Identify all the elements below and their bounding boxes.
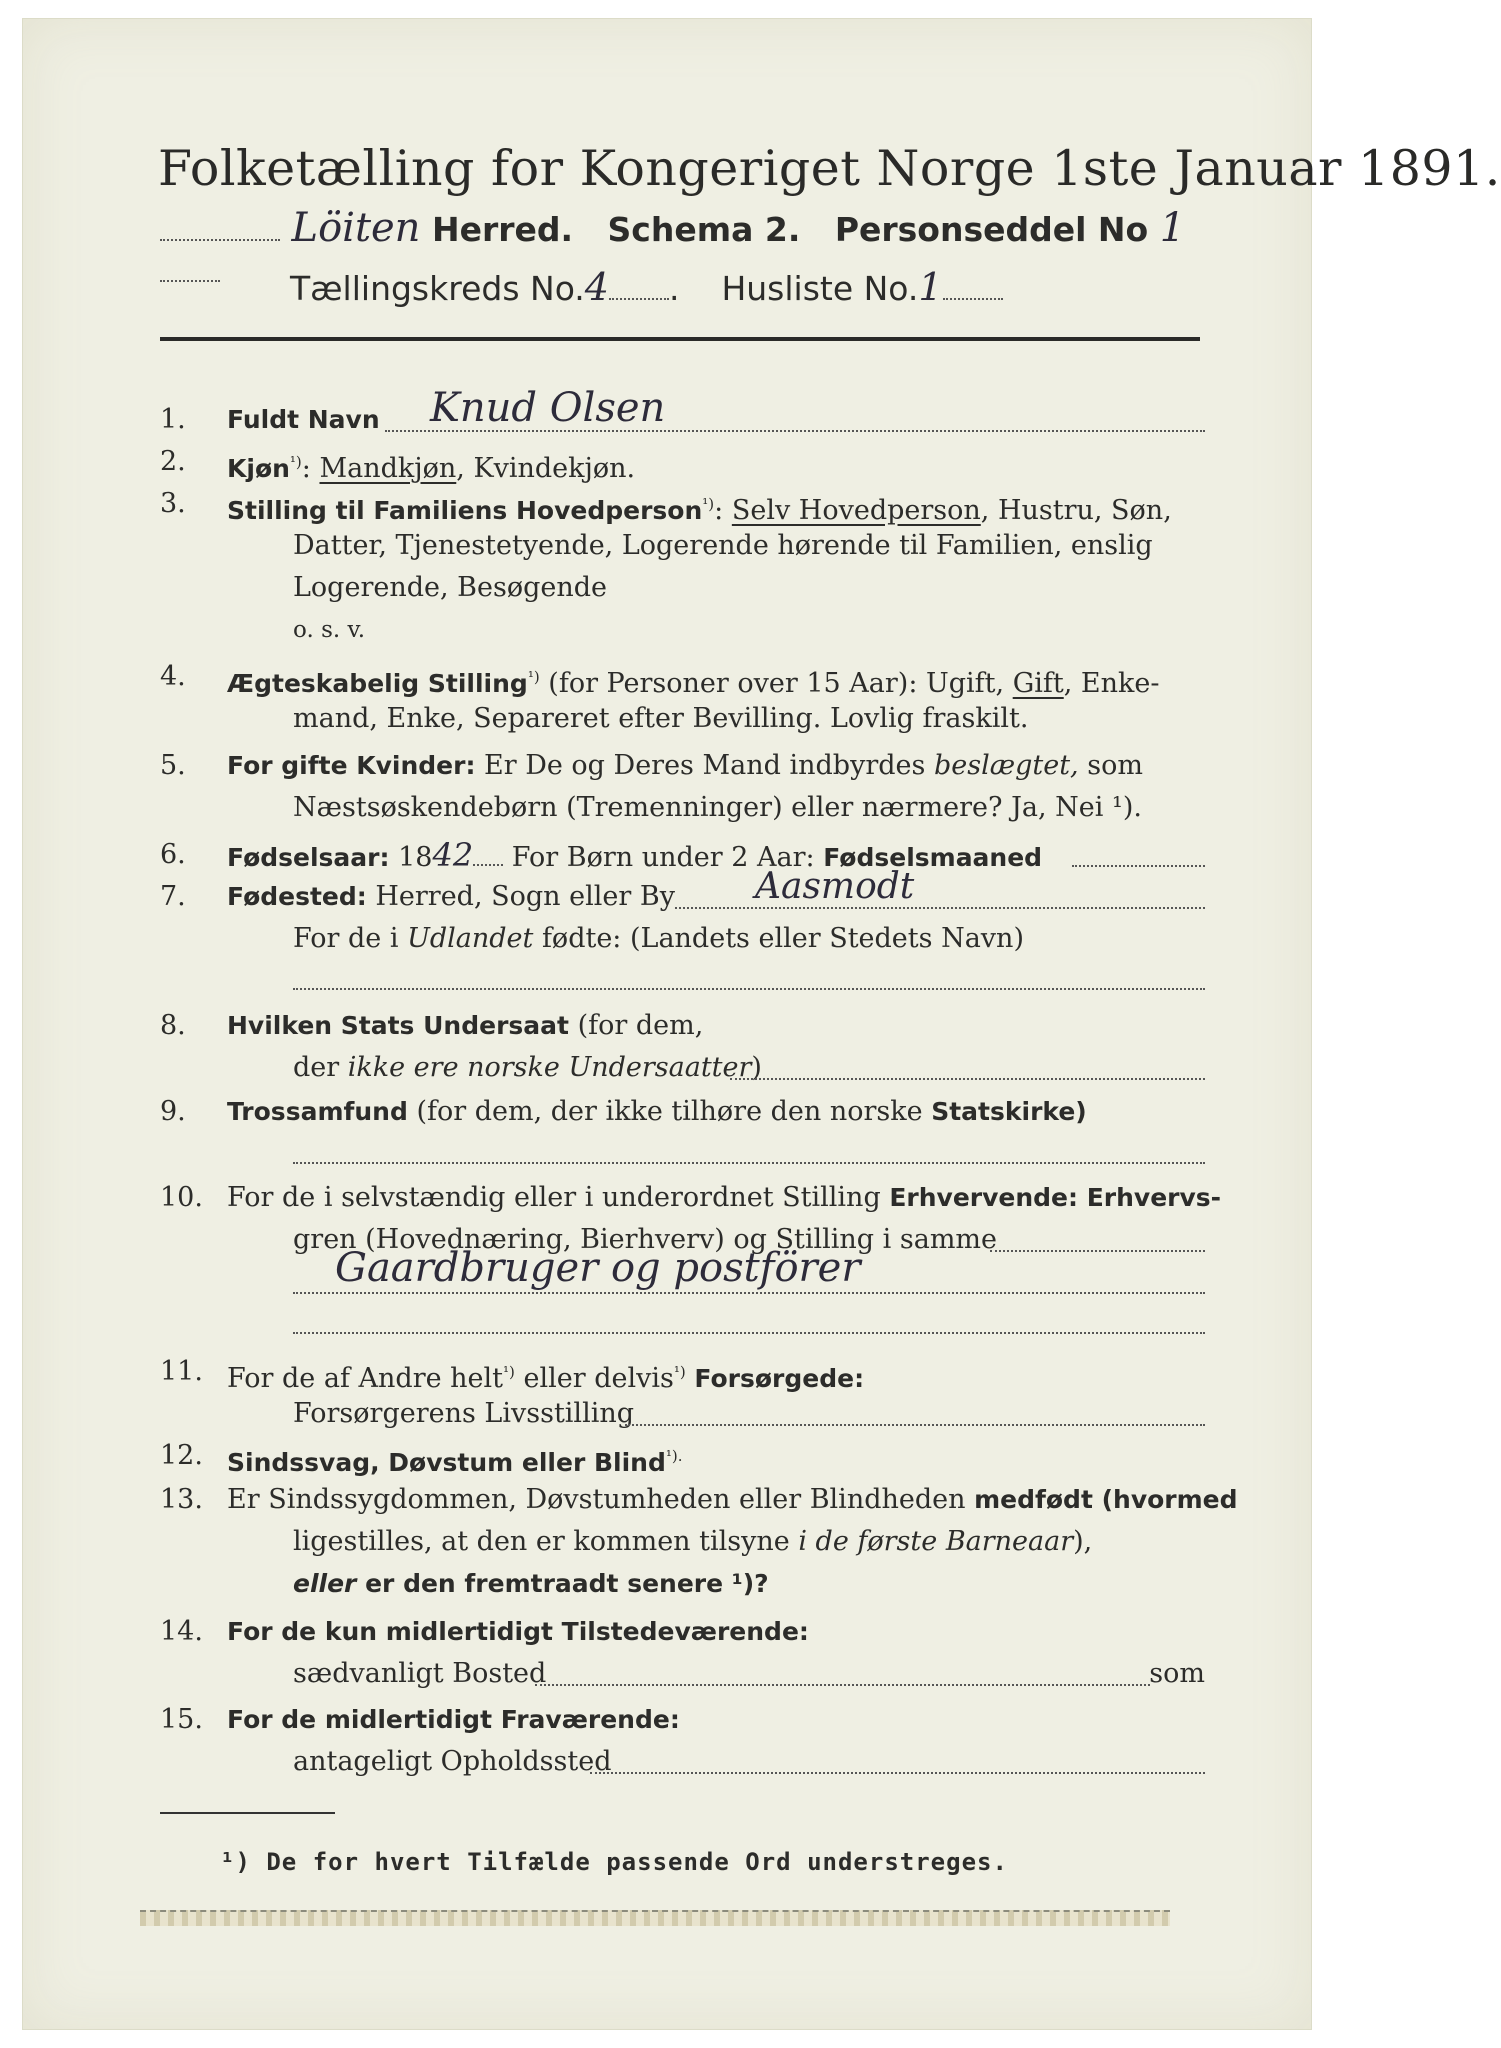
q6-label: Fødselsaar:: [227, 843, 390, 872]
footnote-ref: ¹): [702, 495, 715, 513]
answer-line: [990, 1248, 1205, 1252]
question-number: 7.: [160, 881, 186, 912]
dotted-fill: [160, 280, 220, 282]
question-number: 9.: [160, 1096, 186, 1127]
q15-line2: antageligt Opholdssted: [293, 1746, 612, 1777]
q7-answer: Aasmodt: [755, 866, 915, 907]
q5-text: Er De og Deres Mand indbyrdes: [475, 750, 934, 781]
question-number: 12.: [160, 1440, 203, 1471]
question-number: 6.: [160, 839, 186, 870]
question-11-cont: [160, 1394, 1205, 1434]
q2-option-selected: Mandkjøn: [319, 453, 457, 484]
question-7-cont: [160, 919, 1205, 959]
q5-label: For gifte Kvinder:: [227, 751, 476, 780]
q3-line2: Datter, Tjenestetyende, Logerende hørende til Familien, enslig: [293, 530, 1153, 561]
q5-italic: beslægtet,: [933, 750, 1079, 781]
answer-line: [625, 1422, 1205, 1426]
q7-label: Fødested:: [227, 882, 367, 911]
question-5: [160, 746, 1205, 786]
question-3: 3. Stilling til Familiens Hovedperson$^{^1)}$: Selv Hovedperson, Hustru, Søn,: [160, 484, 1205, 524]
footnote-divider: [160, 1812, 335, 1814]
footnote-ref: ¹).: [665, 1447, 683, 1465]
question-9: [160, 1092, 1205, 1132]
form-title: Folketælling for Kongeriget Norge 1ste Januar 1891.: [158, 140, 1501, 197]
question-13-cont: [160, 1564, 1205, 1604]
question-number: 13.: [160, 1484, 203, 1515]
q10-label: Erhvervende: Erhvervs-: [889, 1183, 1222, 1212]
q3-line4: o. s. v.: [293, 617, 366, 643]
q11-line2: Forsørgerens Livsstilling: [293, 1398, 635, 1429]
q11-label: Forsørgede:: [685, 1364, 865, 1393]
q4-label: Ægteskabelig Stilling: [227, 669, 528, 698]
q6-label2: Fødselsmaaned: [823, 843, 1043, 872]
question-11: [160, 1352, 1205, 1392]
question-7-line: [160, 958, 1205, 998]
dotted-fill: [943, 298, 1003, 300]
q7-text: Herred, Sogn eller By: [366, 881, 675, 912]
question-13-cont: [160, 1522, 1205, 1562]
q4-text: , Enke-: [1063, 668, 1160, 699]
question-number: 1.: [160, 404, 186, 435]
answer-line: [293, 1160, 1205, 1164]
q13-text: Er Sindssygdommen, Døvstumheden eller Blindheden: [227, 1484, 975, 1515]
q8-label: Hvilken Stats Undersaat: [227, 1011, 569, 1040]
question-4-cont: [160, 699, 1205, 739]
q2-sep: :: [301, 453, 320, 484]
question-1: [160, 385, 1205, 440]
question-3-cont: [160, 610, 1205, 650]
kreds-value: 4: [584, 265, 609, 309]
question-6: [160, 835, 1205, 875]
q3-line3: Logerende, Besøgende: [293, 572, 607, 603]
question-5-cont: [160, 788, 1205, 828]
header-divider: [160, 337, 1200, 341]
q5-line2: Næstsøskendebørn (Tremenninger) eller nærmere? Ja, Nei ¹).: [293, 792, 1142, 823]
q4-text: (for Personer over 15 Aar): Ugift,: [539, 668, 1013, 699]
q5-text: som: [1078, 750, 1143, 781]
question-number: 5.: [160, 750, 186, 781]
q11-text: For de af Andre helt: [227, 1363, 504, 1394]
question-number: 4.: [160, 661, 186, 692]
torn-bottom-edge: [140, 1910, 1170, 1926]
q6-prefix: 18: [389, 842, 433, 873]
answer-line: [730, 1076, 1205, 1080]
question-14-cont: [160, 1654, 1205, 1694]
q10-line2: gren (Hovednæring, Bierhverv) og Stilling i samme: [293, 1224, 998, 1255]
q13-text: ligestilles, at den er kommen tilsyne: [293, 1526, 799, 1557]
q1-label: Fuldt Navn: [227, 405, 380, 434]
question-3-cont: [160, 526, 1205, 566]
question-7: [160, 866, 1205, 917]
q11-text: eller delvis: [514, 1363, 674, 1394]
q10-answer: Gaardbruger og postförer: [335, 1245, 861, 1291]
q15-label: For de midlertidigt Fraværende:: [227, 1705, 680, 1734]
footnote-ref: ¹): [673, 1363, 686, 1381]
schema-label: Schema 2.: [607, 210, 801, 249]
dotted-fill: [609, 298, 669, 300]
answer-line: [535, 1682, 1150, 1686]
question-15-cont: [160, 1742, 1205, 1782]
answer-line: [293, 986, 1205, 990]
husliste-value: 1: [918, 265, 943, 309]
question-number: 14.: [160, 1616, 203, 1647]
herred-line: [160, 205, 1205, 253]
q14-line2: sædvanligt Bosted: [293, 1658, 547, 1689]
footnote: ¹) De for hvert Tilfælde passende Ord understreges.: [220, 1848, 1008, 1876]
q7-text: For de i: [293, 923, 408, 954]
herred-value: Löiten: [291, 205, 421, 251]
footnote-ref: ¹): [503, 1363, 515, 1381]
question-9-line: [160, 1132, 1205, 1172]
question-8: [160, 1006, 1205, 1046]
q7-italic: Udlandet: [407, 923, 534, 954]
q13-italic: eller: [293, 1569, 357, 1598]
q13-italic: i de første Barneaar: [798, 1526, 1074, 1557]
question-number: 8.: [160, 1010, 186, 1041]
question-10-answer-row: [160, 1245, 1205, 1302]
q2-options: , Kvindekjøn.: [456, 453, 636, 484]
q3-option-selected: Selv Hovedperson: [731, 495, 981, 526]
personseddel-value: 1: [1159, 205, 1186, 251]
q6-text: For Børn under 2 Aar:: [503, 842, 824, 873]
q10-text: For de i selvstændig eller i underordnet Stilling: [227, 1182, 890, 1213]
q9-label: Trossamfund: [227, 1097, 408, 1126]
question-13: [160, 1480, 1238, 1520]
question-number: 3.: [160, 488, 186, 519]
question-number: 10.: [160, 1182, 203, 1213]
footnote-ref: ¹): [289, 453, 302, 471]
q14-label: For de kun midlertidigt Tilstedeværende:: [227, 1617, 809, 1646]
dotted-fill: [160, 239, 280, 241]
personseddel-label: Personseddel No: [834, 210, 1149, 249]
q9-label2: Statskirke): [931, 1097, 1087, 1126]
q9-text: (for dem, der ikke tilhøre den norske: [407, 1096, 932, 1127]
q8-italic: ikke ere norske Undersaatter: [347, 1052, 752, 1083]
q8-text: ): [751, 1052, 762, 1083]
answer-line: [590, 1770, 1205, 1774]
q13-text: er den fremtraadt senere ¹)?: [356, 1569, 769, 1598]
q8-text: der: [293, 1052, 348, 1083]
question-10-line: [160, 1302, 1205, 1342]
dotted-fill: [473, 864, 503, 866]
question-8-cont: [160, 1048, 1205, 1088]
question-14: [160, 1612, 1205, 1652]
answer-line: [293, 1330, 1205, 1334]
q8-text: (for dem,: [568, 1010, 704, 1041]
q3-label: Stilling til Familiens Hovedperson: [227, 496, 703, 525]
question-3-cont: [160, 568, 1205, 608]
q4-line2: mand, Enke, Separeret efter Bevilling. Lovlig fraskilt.: [293, 703, 1029, 734]
q3-options: , Hustru, Søn,: [980, 495, 1172, 526]
question-4: [160, 657, 1205, 697]
q4-option-selected: Gift: [1012, 668, 1064, 699]
kreds-line: Tællingskreds No.4 . Husliste No.1: [290, 265, 1003, 313]
question-2: [160, 442, 1205, 482]
footnote-ref: ¹): [527, 668, 540, 686]
answer-line: [1072, 863, 1205, 867]
question-number: 11.: [160, 1356, 203, 1387]
question-15: [160, 1700, 1205, 1740]
husliste-label: Husliste No.: [721, 269, 919, 308]
q13-text: ),: [1073, 1526, 1093, 1557]
question-12: [160, 1436, 1205, 1476]
question-10: [160, 1178, 1222, 1218]
q13-label: medfødt (hvormed: [974, 1485, 1238, 1514]
q2-label: Kjøn: [227, 454, 290, 483]
question-number: 15.: [160, 1704, 203, 1735]
q1-answer: Knud Olsen: [430, 385, 666, 431]
kreds-label: Tællingskreds No.: [290, 269, 585, 308]
herred-label: Herred.: [431, 210, 574, 249]
q12-label: Sindssvag, Døvstum eller Blind: [227, 1448, 666, 1477]
q14-end: som: [1149, 1658, 1205, 1689]
q7-text: fødte: (Landets eller Stedets Navn): [533, 923, 1024, 954]
question-number: 2.: [160, 446, 186, 477]
q6-answer: 42: [432, 836, 474, 874]
